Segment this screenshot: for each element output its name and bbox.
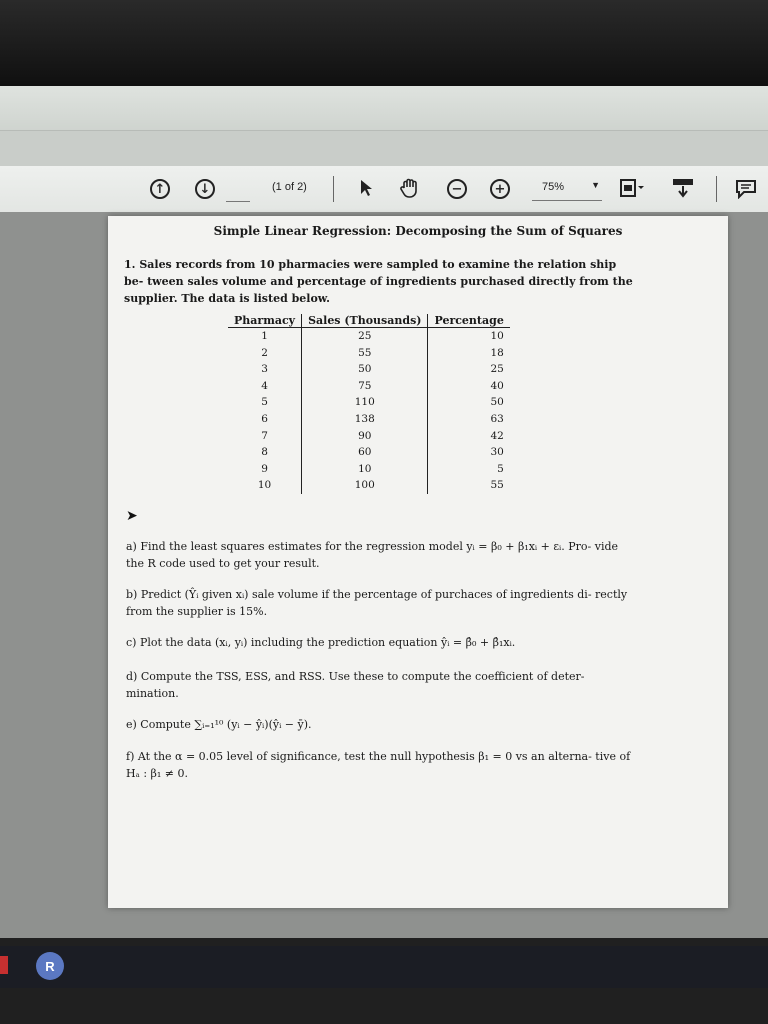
sales-cell: 10 [302,461,428,478]
sales-cell: 55 [302,345,428,362]
sales-cell: 50 [302,361,428,378]
percentage-cell: 30 [490,446,504,459]
sales-cell: 25 [302,328,428,345]
sales-cell: 138 [302,411,428,428]
question-part-a: a) Find the least squares estimates for the regression model yᵢ = β₀ + β₁xᵢ + εᵢ. Pro- vide the R code used to get your result. [126,540,619,570]
download-icon[interactable] [670,176,696,200]
zoom-out-icon[interactable]: − [447,179,467,199]
question-part-e: e) Compute ∑ᵢ₌₁¹⁰ (yᵢ − ŷᵢ)(ŷᵢ − ȳ). [126,718,312,731]
question-part-f: f) At the α = 0.05 level of significance, test the null hypothesis β₁ = 0 vs an alterna- tive of Hₐ : β₁ ≠ 0. [126,750,631,780]
sales-cell: 90 [302,428,428,445]
table-row [228,345,510,362]
percentage-cell: 50 [490,396,504,409]
fit-page-icon[interactable] [618,176,646,200]
pharmacy-cell: 1 [228,328,302,345]
pharmacy-cell: 2 [228,345,302,362]
hand-icon[interactable] [398,176,422,200]
percentage-cell: 5 [497,462,504,475]
browser-chrome [0,86,768,130]
table-header-sales: Sales (Thousands) [302,314,428,328]
toolbar-divider [333,176,334,202]
mouse-cursor-icon: ➤ [126,508,138,524]
page-number-input[interactable] [226,177,250,202]
table-row [228,461,510,478]
monitor-bezel [0,0,768,86]
question-part-b: b) Predict (Ŷᵢ given xᵢ) sale volume if the percentage of purchaces of ingredients di- rectly from the supplier is 15%. [126,588,628,618]
table-row [228,378,510,395]
pdf-page [108,216,728,908]
pharmacy-cell: 7 [228,428,302,445]
prev-page-icon[interactable]: ↑ [150,179,170,199]
data-table [228,314,510,494]
taskbar-app-indicator[interactable] [0,956,8,974]
pharmacy-cell: 4 [228,378,302,395]
question-intro: 1. Sales records from 10 pharmacies were sampled to examine the relation ship be- tween sales volume and percentage of ingredients purchased directly from the supplier. The data is listed below. [124,258,633,305]
sales-cell: 75 [302,378,428,395]
select-arrow-icon[interactable] [356,177,376,199]
chevron-down-icon: ▼ [591,180,600,190]
r-app-icon[interactable]: R [36,952,64,980]
percentage-cell: 25 [490,363,504,376]
percentage-cell: 10 [490,330,504,342]
page-count: (1 of 2) [272,181,307,193]
table-row [228,444,510,461]
zoom-in-icon[interactable]: + [490,179,510,199]
page-title: Simple Linear Regression: Decomposing the Sum of Squares [213,224,623,238]
percentage-cell: 40 [490,379,504,392]
toolbar-divider [716,176,717,202]
percentage-cell: 18 [490,346,504,359]
table-row [228,394,510,411]
pharmacy-cell: 3 [228,361,302,378]
sales-cell: 60 [302,444,428,461]
sales-cell: 110 [302,394,428,411]
table-row [228,361,510,378]
zoom-select[interactable] [532,178,602,201]
sales-cell: 100 [302,477,428,494]
pharmacy-cell: 5 [228,394,302,411]
table-row [228,428,510,445]
zoom-value: 75% [542,181,565,193]
menu-strip [0,130,768,167]
comment-icon[interactable] [734,178,758,200]
percentage-cell: 63 [490,412,504,425]
table-row [228,477,510,494]
table-row [228,411,510,428]
pharmacy-cell: 8 [228,444,302,461]
next-page-icon[interactable]: ↓ [195,179,215,199]
table-row [228,328,510,345]
taskbar [0,946,768,988]
percentage-cell: 42 [490,429,504,442]
table-header-percentage: Percentage [428,314,510,328]
pharmacy-cell: 10 [228,477,302,494]
question-part-c: c) Plot the data (xᵢ, yᵢ) including the prediction equation ŷᵢ = β̂₀ + β̂₁xᵢ. [126,636,516,649]
question-part-d: d) Compute the TSS, ESS, and RSS. Use these to compute the coefficient of deter- mination. [126,670,585,700]
pdf-toolbar [0,166,768,213]
table-header-pharmacy: Pharmacy [228,314,302,328]
pharmacy-cell: 9 [228,461,302,478]
pharmacy-cell: 6 [228,411,302,428]
percentage-cell: 55 [490,479,504,492]
